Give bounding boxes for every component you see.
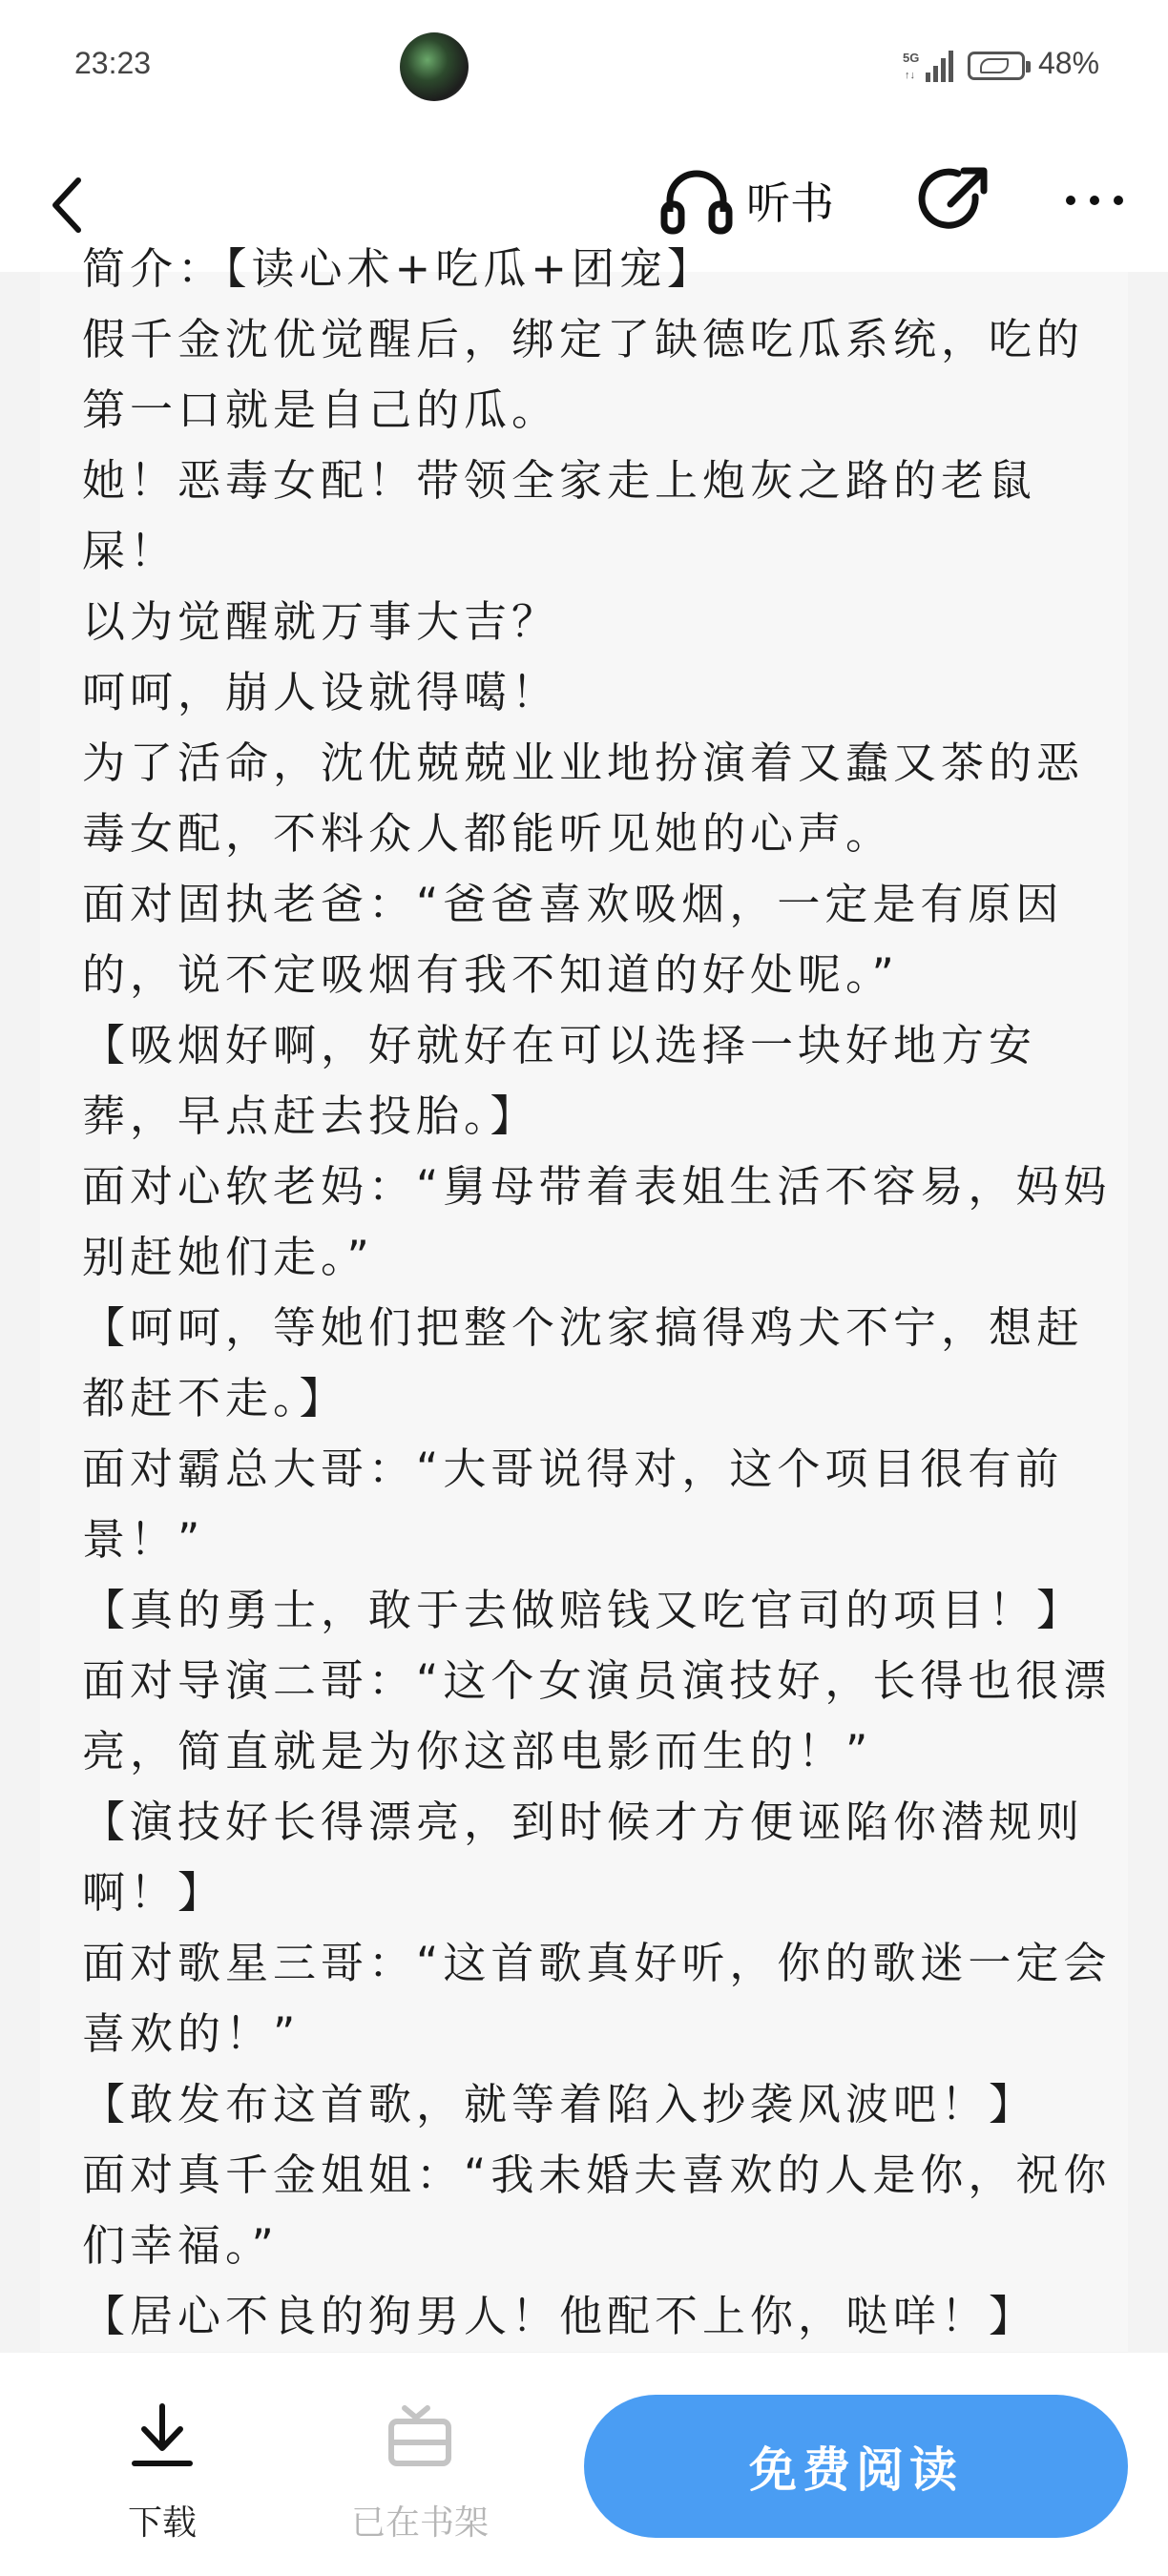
description-paragraph: 呵呵，崩人设就得噶！ xyxy=(82,667,560,717)
download-button[interactable] xyxy=(115,2400,210,2543)
status-time: 23:23 xyxy=(74,46,152,80)
description-paragraph: 以为觉醒就万事大吉？ xyxy=(82,596,560,647)
free-read-button[interactable] xyxy=(584,2395,1128,2538)
headphones-icon xyxy=(658,166,735,235)
download-label: 下载 xyxy=(127,2503,197,2543)
description-paragraph: 【居心不良的狗男人！他配不上你，哒咩！】 xyxy=(82,2291,1037,2341)
signal-5g-icon xyxy=(903,50,956,82)
description-paragraph: 面对心软老妈：“舅母带着表姐生活不容易，妈妈别赶她们走。” xyxy=(82,1161,1112,1282)
description-heading-cut: 简介：【读心术+吃瓜+团宠】 xyxy=(82,243,715,294)
description-paragraph: 【真的勇士，敢于去做赔钱又吃官司的项目！】 xyxy=(82,1585,1085,1635)
description-paragraph: 她！恶毒女配！带领全家走上炮灰之路的老鼠屎！ xyxy=(82,455,1037,576)
description-paragraph: 【吸烟好啊，好就好在可以选择一块好地方安葬，早点赶去投胎。】 xyxy=(82,1020,1037,1141)
description-paragraph: 【敢发布这首歌，就等着陷入抄袭风波吧！】 xyxy=(82,2079,1037,2129)
description-paragraph: 面对固执老爸：“爸爸喜欢吸烟，一定是有原因的，说不定吸烟有我不知道的好处呢。” xyxy=(82,879,1064,1000)
battery-icon xyxy=(968,52,1025,80)
bottom-action-bar xyxy=(0,2353,1168,2576)
description-paragraph: 假千金沈优觉醒后，绑定了缺德吃瓜系统，吃的第一口就是自己的瓜。 xyxy=(82,314,1085,435)
listen-book-label: 听书 xyxy=(746,177,834,229)
listen-book-button[interactable] xyxy=(658,162,859,239)
description-paragraph: 【呵呵，等她们把整个沈家搞得鸡犬不宁，想赶都赶不走。】 xyxy=(82,1302,1085,1423)
description-paragraph: 面对真千金姐姐：“我未婚夫喜欢的人是你，祝你们幸福。” xyxy=(82,2150,1112,2271)
svg-text:5G: 5G xyxy=(903,51,920,65)
in-bookshelf-button[interactable] xyxy=(344,2400,496,2543)
description-paragraph: 面对霸总大哥：“大哥说得对，这个项目很有前景！” xyxy=(82,1444,1064,1565)
share-icon[interactable] xyxy=(916,162,992,239)
book-description-panel xyxy=(40,243,1128,2352)
in-bookshelf-label: 已在书架 xyxy=(350,2503,489,2543)
bookshelf-icon xyxy=(382,2400,458,2477)
book-description-text xyxy=(82,234,1113,2352)
description-paragraph: 为了活命，沈优兢兢业业地扮演着又蠢又茶的恶毒女配，不料众人都能听见她的心声。 xyxy=(82,737,1085,859)
status-bar xyxy=(0,0,1168,134)
description-paragraph: 面对导演二哥：“这个女演员演技好，长得也很漂亮，简直就是为你这部电影而生的！” xyxy=(82,1655,1112,1776)
back-arrow-icon[interactable] xyxy=(38,167,105,243)
description-paragraph: 面对歌星三哥：“这首歌真好听，你的歌迷一定会喜欢的！” xyxy=(82,1938,1112,2059)
notification-avatar-icon xyxy=(400,32,469,101)
description-paragraph: 【演技好长得漂亮，到时候才方便诬陷你潜规则啊！】 xyxy=(82,1797,1085,1918)
free-read-label: 免费阅读 xyxy=(749,2442,963,2498)
download-icon xyxy=(129,2400,196,2477)
battery-percent: 48% xyxy=(1038,46,1100,80)
more-options-icon[interactable] xyxy=(1061,172,1128,229)
svg-text:↑↓: ↑↓ xyxy=(905,70,915,81)
